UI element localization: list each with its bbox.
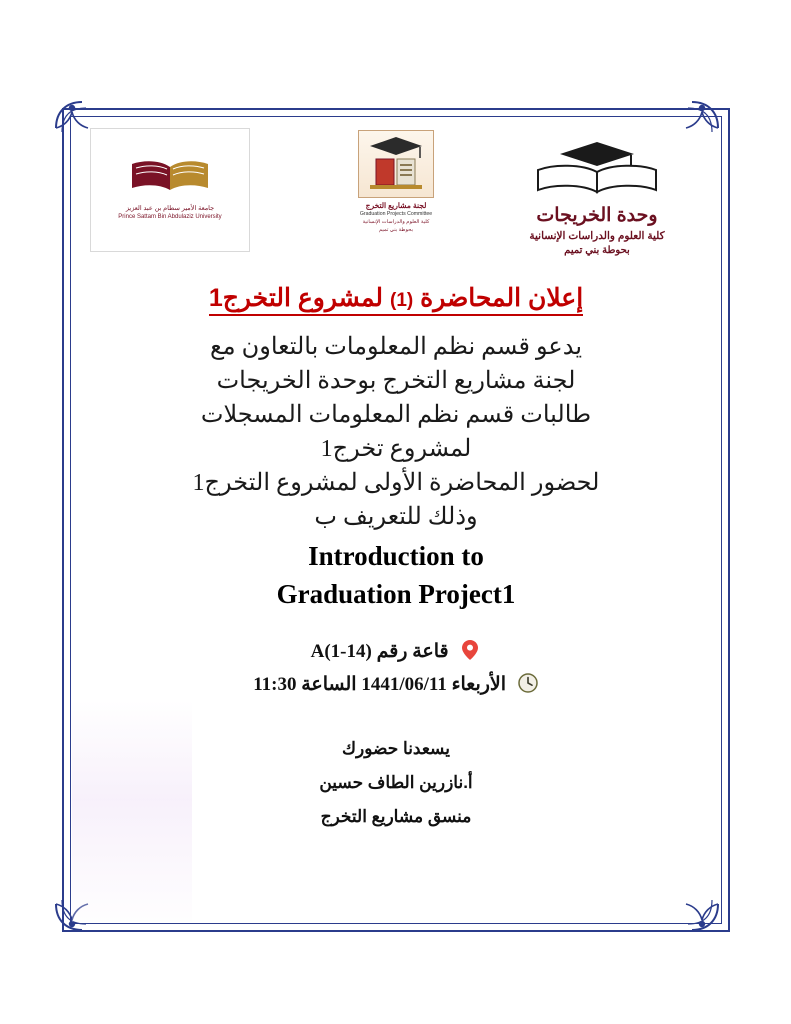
title-suffix: لمشروع التخرج1 <box>208 284 384 312</box>
location-row <box>90 640 702 663</box>
body-line: لحضور المحاضرة الأولى لمشروع التخرج1 <box>192 470 600 497</box>
closing-block <box>90 732 702 834</box>
datetime-row <box>90 673 702 696</box>
body-line: طالبات قسم نظم المعلومات المسجلات <box>200 402 592 429</box>
unit-city-ar: بحوطة بني تميم <box>564 245 630 256</box>
university-name-en: Prince Sattam Bin Abdulaziz University <box>118 214 222 221</box>
body-arabic <box>90 330 702 534</box>
unit-college-ar: كلية العلوم والدراسات الإنسانية <box>529 230 665 242</box>
body-line: لجنة مشاريع التخرج بوحدة الخريجات <box>216 368 576 395</box>
english-line: Graduation Project1 <box>276 579 516 610</box>
graduation-cap-books-emblem-icon <box>358 130 434 198</box>
unit-name-ar: وحدة الخريجات <box>536 205 658 226</box>
committee-college-ar: كلية العلوم والدراسات الإنسانية <box>362 219 430 226</box>
event-details <box>90 640 702 706</box>
committee-logo <box>350 130 442 234</box>
logo-row <box>90 128 702 268</box>
corner-flourish-icon <box>676 888 722 934</box>
graduates-unit-logo <box>502 138 692 256</box>
datetime-text: الأربعاء 1441/06/11 الساعة 11:30 <box>253 674 507 696</box>
committee-name-ar: لجنة مشاريع التخرج <box>365 201 427 210</box>
body-line: يدعو قسم نظم المعلومات بالتعاون مع <box>209 334 582 360</box>
signature-name: أ.نازرين الطاف حسين <box>319 773 473 792</box>
graduation-cap-book-icon <box>502 138 692 202</box>
signature-role: منسق مشاريع التخرج <box>320 807 472 826</box>
page-title <box>90 283 702 316</box>
committee-name-en: Graduation Projects Committee <box>359 211 433 218</box>
body-english <box>90 537 702 614</box>
map-pin-icon <box>459 639 481 661</box>
body-line: وذلك للتعريف ب <box>314 504 478 531</box>
committee-city-ar: بحوطة بني تميم <box>378 226 414 233</box>
open-book-university-icon <box>91 155 249 200</box>
clock-icon <box>517 672 539 694</box>
university-logo <box>90 128 250 252</box>
location-text: قاعة رقم (14-1)A <box>310 641 449 663</box>
university-name-ar: جامعة الأمير سطام بن عبد العزيز <box>125 205 215 212</box>
welcome-text: يسعدنا حضورك <box>342 739 450 758</box>
english-line: Introduction to <box>308 541 484 571</box>
title-number: (1) <box>389 290 414 311</box>
announcement-title <box>209 283 583 316</box>
corner-flourish-icon <box>52 888 98 934</box>
body-line: لمشروع تخرج1 <box>320 436 472 463</box>
title-prefix: إعلان المحاضرة <box>420 284 584 312</box>
